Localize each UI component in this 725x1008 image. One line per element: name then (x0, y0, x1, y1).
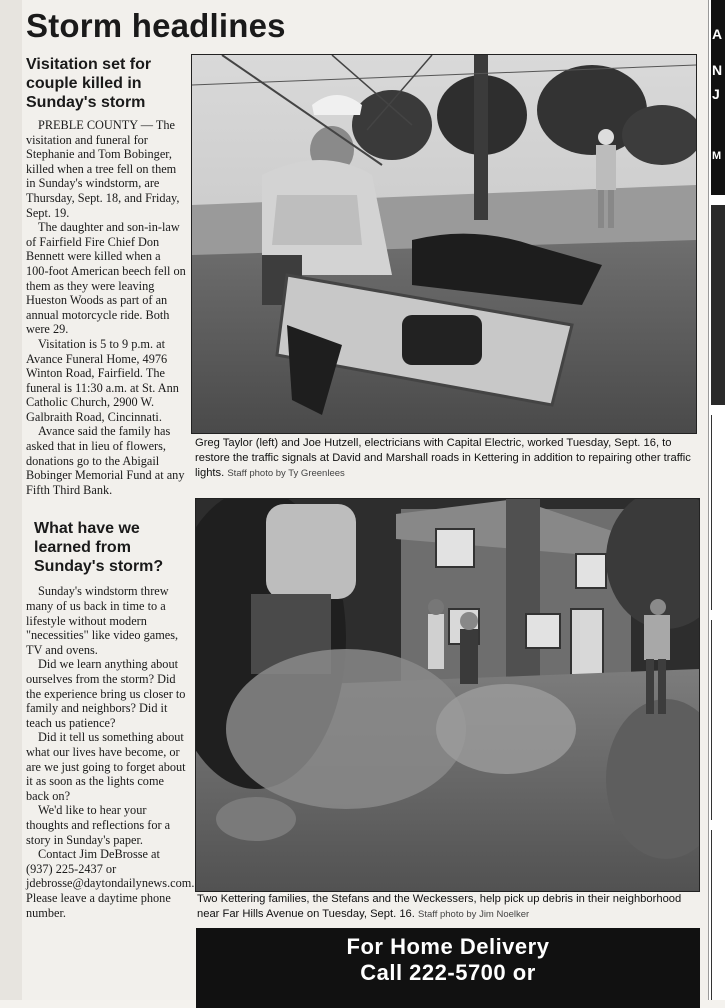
ad-line1: For Home Delivery (346, 934, 550, 959)
article1-paragraph: Visitation is 5 to 9 p.m. at Avance Funeral Home, 4976 Winton Road, Fairfield. The funeral is 11:30 a.m. at St. Ann Catholic Church, 2900 W. Galbraith Road, Cincinnati. (26, 336, 179, 424)
article2-body (26, 584, 195, 920)
photo-electricians-credit: Staff photo by Ty Greenlees (227, 468, 345, 479)
home-delivery-ad (196, 928, 700, 1008)
photo-families (195, 498, 700, 892)
photo-families-credit: Staff photo by Jim Noelker (417, 909, 530, 920)
article1-paragraph: Avance said the family has asked that in lieu of flowers, donations go to the Abigail Bobinger Memorial Fund at any Fifth Third Bank. (26, 424, 185, 497)
section-title: Storm headlines (26, 7, 286, 44)
article1-dateline: PREBLE COUNTY — (38, 118, 154, 132)
adjacent-letter: M (712, 150, 722, 162)
article2-paragraph: Contact Jim DeBrosse at (937) 225-2437 or jdebrosse@daytondailynews.com. Please leave a daytime phone number. (26, 847, 195, 920)
photo-families-caption: Two Kettering families, the Stefans and the Weckessers, help pick up debris in their neighborhood near Far Hills Avenue on Tuesday, Sept. 16. Staff photo by Jim Noelker (197, 893, 682, 920)
adjacent-page-box (711, 620, 725, 820)
left-column (26, 55, 195, 920)
page-gutter (0, 0, 22, 1000)
article1-body (26, 118, 186, 497)
article2-paragraph: Did it tell us something about what our lives have become, or are we just going to forget about it as soon as the lights come back on? (26, 730, 186, 803)
adjacent-page-box (711, 830, 725, 1000)
ad-line2: Call 222-5700 or (360, 960, 536, 985)
article1-headline: Visitation set for couple killed in Sunday's storm (26, 56, 152, 111)
photo-electricians-image (192, 55, 696, 433)
article1-paragraph: PREBLE COUNTY — The visitation and funeral for Stephanie and Tom Bobinger, killed when a tree fell on them in Sunday's windstorm, are Thursday, Sept. 18, and Friday, Sept. 19. (26, 118, 180, 220)
photo-electricians (191, 54, 697, 434)
adjacent-letter: N (712, 62, 723, 78)
article2-paragraph: Did we learn anything about ourselves from the storm? Did the experience bring us closer to family and neighbors? Did it teach us patience? (26, 657, 186, 730)
photo-electricians-caption: Greg Taylor (left) and Joe Hutzell, electricians with Capital Electric, worked Tuesday, Sept. 16, to restore the traffic signals at David and Marshall roads in Kettering in addition to repairing other traffic lights. Staff photo by Ty Greenlees (195, 437, 691, 479)
article1-paragraph: The daughter and son-in-law of Fairfield Fire Chief Don Bennett were killed when a 100-foot American beech fell on them as they were leaving Hueston Woods as part of an annual motorcycle ride. Both were 29. (26, 220, 186, 337)
article2-paragraph: We'd like to hear your thoughts and reflections for a story in Sunday's paper. (26, 803, 171, 847)
article2-paragraph: Sunday's windstorm threw many of us back in time to a lifestyle without modern "necessities" like video games, TV and ovens. (26, 584, 179, 657)
adjacent-page-box (711, 415, 725, 610)
photo-families-image (196, 499, 699, 891)
adjacent-letter: J (712, 86, 720, 102)
adjacent-page-photo (711, 205, 725, 405)
article2-headline: What have we learned from Sunday's storm? (34, 520, 164, 576)
adjacent-letter: A (712, 26, 723, 42)
